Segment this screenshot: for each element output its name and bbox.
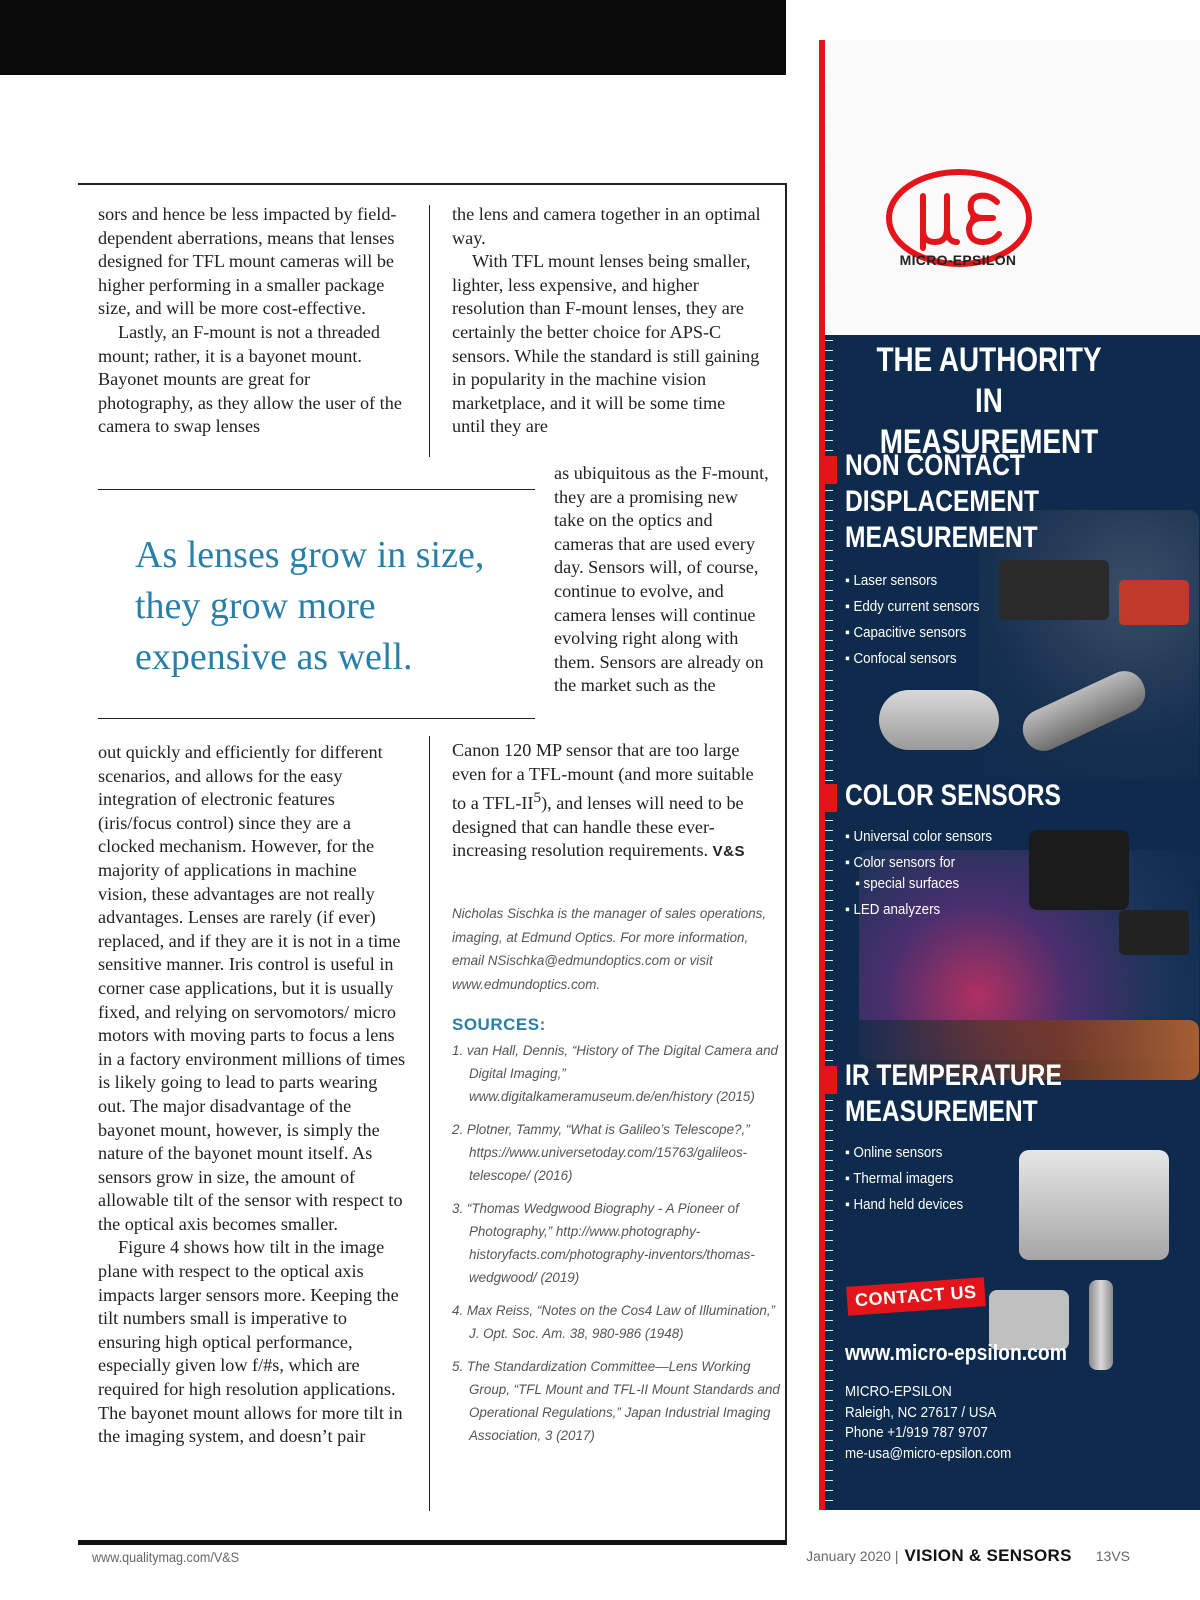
ad-headline: THE AUTHORITY IN MEASUREMENT xyxy=(876,341,1102,461)
address-block xyxy=(845,1382,1011,1464)
source-item: 4. Max Reiss, “Notes on the Cos4 Law of Illumination,” J. Opt. Soc. Am. 38, 980-986 (1948) xyxy=(452,1303,776,1341)
paragraph: sors and hence be less impacted by field-dependent aberrations, means that lenses designed for TFL mount cameras will be higher performing in a smaller package size, and will be more cost-effective. xyxy=(98,204,397,319)
red-sensor-icon xyxy=(1119,580,1189,625)
column-divider xyxy=(429,736,430,1511)
led-analyzer-icon xyxy=(1119,910,1189,955)
column-1-top xyxy=(98,203,408,439)
paragraph: the lens and camera together in an optimal way. xyxy=(452,204,761,248)
address-line: Raleigh, NC 27617 / USA xyxy=(845,1404,997,1421)
magazine-name: VISION & SENSORS xyxy=(904,1546,1072,1565)
ir-bullets xyxy=(845,1140,973,1218)
source-item: 5. The Standardization Committee—Lens Working Group, “TFL Mount and TFL-II Mount Standards and Operational Regulations,” Japan Industrial Imaging Association, 3 (2017) xyxy=(452,1359,780,1443)
paragraph: as ubiquitous as the F-mount, they are a promising new take on the optics and cameras that are used every day. Sensors will, of course, continue to evolve, and camera lenses will continue evolving right along with them. Sensors are already on the market such as the xyxy=(554,463,769,696)
bullet-item: ▪ Color sensors for xyxy=(845,850,992,876)
micro-epsilon-ad[interactable] xyxy=(819,40,1200,1510)
color-bullets xyxy=(845,824,1005,923)
bullet-text: special surfaces xyxy=(863,876,960,892)
capacitive-sensor-icon xyxy=(879,690,999,750)
bullet-item: ▪ Laser sensors xyxy=(845,568,979,594)
source-item: 2. Plotner, Tammy, “What is Galileo’s Telescope?,” https://www.universetoday.com/15763/galileos-telescope/ (2016) xyxy=(452,1122,750,1183)
bullet-item: ▪ Hand held devices xyxy=(845,1192,963,1218)
bullet-item: ▪ Universal color sensors xyxy=(845,824,992,850)
pull-quote: As lenses grow in size, they grow more expensive as well. xyxy=(135,534,485,678)
website-link[interactable]: www.micro-epsilon.com xyxy=(845,1340,1067,1365)
contact-us-button[interactable]: CONTACT US xyxy=(846,1277,985,1316)
end-mark: V&S xyxy=(712,843,745,861)
bullet-item: ▪ Confocal sensors xyxy=(845,646,979,672)
bullet-item: ▪ Online sensors xyxy=(845,1140,963,1166)
footer-right xyxy=(806,1546,1130,1566)
column-2-top xyxy=(452,203,762,439)
pull-quote-bottom-rule xyxy=(98,718,535,719)
paragraph: out quickly and efficiently for different scenarios, and allows for the easy integration of electronic features (iris/focus control) since they are a clocked mechanism. However, for the majority of applications in machine vision, these advantages are not really advantages. Lenses are rarely (if ever) replaced, and if they are it is not in a time sensitive manner. Iris control is useful in corner case applications, but it is usually fixed, and relying on servomotors/ micro motors with moving parts to focus a lens in a factory environment millions of times is likely going to lead to parts wearing out. The major disadvantage of the bayonet mount, however, is simply the nature of the bayonet mount itself. As sensors grow in size, the amount of allowable tilt of the sensor with respect to the optical axis becomes smaller. xyxy=(98,742,406,1234)
thermal-imager-icon xyxy=(1019,1150,1169,1260)
column-2-wrap xyxy=(554,462,769,698)
sources-heading: SOURCES: xyxy=(452,1015,546,1034)
bullet-item: ▪ Capacitive sensors xyxy=(845,620,979,646)
section-title-color: COLOR SENSORS xyxy=(845,779,1061,812)
ruler-ticks xyxy=(825,40,833,1510)
source-item: 3. “Thomas Wedgwood Biography - A Pioneer of Photography,” http://www.photography-historyfacts.com/photography-inventors/thomas-wedgwood/ (2019) xyxy=(452,1201,755,1285)
column-1-bottom xyxy=(98,741,408,1449)
color-sensor-box-icon xyxy=(1029,830,1129,910)
pull-quote-top-rule xyxy=(98,489,535,490)
paragraph: Figure 4 shows how tilt in the image plane with respect to the optical axis impacts larger sensors more. Keeping the tilt numbers small is imperative to ensuring high optical performance, especially given low f/#s, which are required for high resolution applications. The bayonet mount allows for more tilt in the imaging system, and doesn’t pair xyxy=(98,1237,403,1447)
issue-date: January 2020 | xyxy=(806,1548,899,1564)
paragraph xyxy=(452,739,762,864)
bullet-item: ▪ LED analyzers xyxy=(845,897,992,923)
paragraph: With TFL mount lenses being smaller, lighter, less expensive, and higher resolution than F-mount lenses, they are certainly the better choice for APS-C sensors. While the standard is still gaining in popularity in the machine vision marketplace, and it will be some time until they are xyxy=(452,251,760,437)
paragraph: Lastly, an F-mount is not a threaded mount; rather, it is a bayonet mount. Bayonet mounts are great for photography, as they allow the user of the camera to swap lenses xyxy=(98,321,402,437)
page-number: 13VS xyxy=(1095,1548,1130,1564)
phone-line: Phone +1/919 787 9707 xyxy=(845,1425,988,1441)
section-title-ir: IR TEMPERATURE MEASUREMENT xyxy=(845,1059,1062,1128)
column-2-tail xyxy=(452,739,762,864)
bullet-item: ▪ Eddy current sensors xyxy=(845,594,979,620)
text-run: ), and lenses will need to be designed that can handle these ever-increasing resolution requirements. xyxy=(452,793,744,861)
section-marker xyxy=(825,784,837,812)
footer-url[interactable]: www.qualitymag.com/V&S xyxy=(92,1549,240,1565)
author-bio: Nicholas Sischka is the manager of sales operations, imaging, at Edmund Optics. For more information, email NSischka@edmundoptics.com or visit www.edmundoptics.com. xyxy=(452,906,767,992)
text-run: Canon 120 MP sensor that are too large even for a TFL-mount (and more suitable to a TFL-II xyxy=(452,740,754,814)
email-line[interactable]: me-usa@micro-epsilon.com xyxy=(845,1445,1012,1462)
section-marker xyxy=(825,456,837,484)
source-item: 1. van Hall, Dennis, “History of The Digital Camera and Digital Imaging,” www.digitalkameramuseum.de/en/history (2015) xyxy=(452,1043,778,1104)
column-divider xyxy=(429,205,430,457)
top-black-bar xyxy=(0,0,786,75)
article-frame xyxy=(78,183,787,1545)
sources-list xyxy=(452,1039,782,1457)
section-title-displacement: NON CONTACT DISPLACEMENT MEASUREMENT xyxy=(845,449,1040,554)
online-sensor-icon xyxy=(1089,1280,1113,1370)
ad-red-bar xyxy=(819,40,825,1510)
footnote-ref: 5 xyxy=(533,789,542,807)
displacement-bullets xyxy=(845,568,991,672)
brand-name: MICRO-EPSILON xyxy=(899,252,1017,268)
address-line: MICRO-EPSILON xyxy=(845,1384,952,1400)
bullet-item: ▪ Thermal imagers xyxy=(845,1166,963,1192)
bullet-item-continuation xyxy=(845,871,992,897)
laser-sensor-icon xyxy=(999,560,1109,620)
section-marker xyxy=(825,1066,837,1094)
